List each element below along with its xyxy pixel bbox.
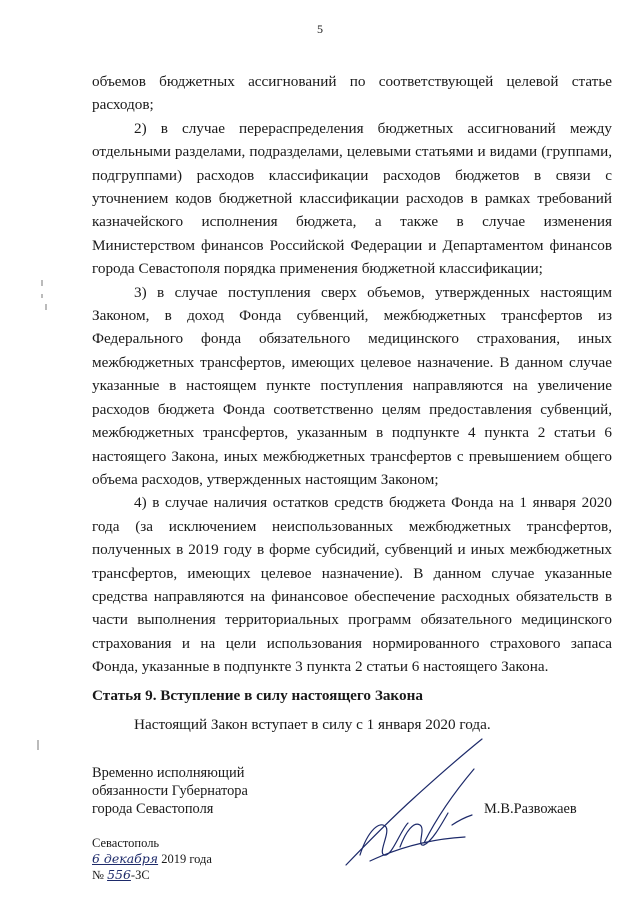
date-handwritten: 6 декабря (92, 851, 159, 866)
place-date-block (92, 835, 212, 883)
signer-title (92, 764, 248, 818)
article-text: Настоящий Закон вступает в силу с 1 января 2020 года. (134, 716, 491, 733)
law-number-suffix: -ЗС (130, 868, 150, 882)
document-body (92, 70, 612, 679)
date-line (92, 851, 212, 867)
number-sign: № (92, 868, 104, 882)
paragraph-item-4: 4) в случае наличия остатков средств бюджета Фонда на 1 января 2020 года (за исключением неиспользованных межбюджетных трансфертов, полученных в 2019 году в форме субсидий, субвенций и иных межбюджетных трансфертов, имеющих целевое назначение). В данном случае указанные средства направляются на финансовое обеспечение расходных обязательств в части выполнения территориальных программ обязательного медицинского страхования и на цели использования нормированного страхового запаса Фонда, указанные в подпункте 3 пункта 2 статьи 6 настоящего Закона. (92, 494, 612, 676)
signer-name: М.В.Развожаев (484, 801, 577, 817)
signer-title-line: города Севастополя (92, 801, 214, 817)
article-heading: Статья 9. Вступление в силу настоящего Закона (92, 687, 423, 704)
place: Севастополь (92, 836, 160, 850)
page-number: 5 (317, 22, 323, 36)
signer-title-line: обязанности Губернатора (92, 783, 248, 799)
paragraph-continuation: объемов бюджетных ассигнований по соответствующей целевой статье расходов; (92, 73, 612, 114)
date-year: 2019 года (161, 852, 212, 866)
law-number-handwritten: 556 (107, 867, 131, 882)
scan-margin-marks (36, 280, 56, 760)
signer-title-line: Временно исполняющий (92, 765, 245, 781)
law-number-line (92, 867, 212, 883)
paragraph-item-3: 3) в случае поступления сверх объемов, утвержденных настоящим Законом, в доход Фонда субвенций, межбюджетных трансфертов из Федерального фонда обязательного медицинского страхования, иных межбюджетных трансфертов, имеющих целевое назначение. В данном случае указанные в настоящем пункте поступления направляются на увеличение расходов бюджета Фонда соответственно целям предоставления субвенций, межбюджетных трансфертов, указанным в подпункте 4 пункта 2 статьи 6 настоящего Закона, иных межбюджетных трансфертов с превышением общего объема расходов, утвержденных настоящим Законом; (92, 283, 612, 488)
paragraph-item-2: 2) в случае перераспределения бюджетных ассигнований между отдельными разделами, подразделами, целевыми статьями и видами (группами, подгруппами) расходов классификации расходов бюджетов в связи с уточнением кодов бюджетной классификации расходов в рамках требований казначейского исполнения бюджета, а также в случае изменения Министерством финансов Российской Федерации и Департаментом финансов города Севастополя порядка применения бюджетной классификации; (92, 119, 612, 278)
